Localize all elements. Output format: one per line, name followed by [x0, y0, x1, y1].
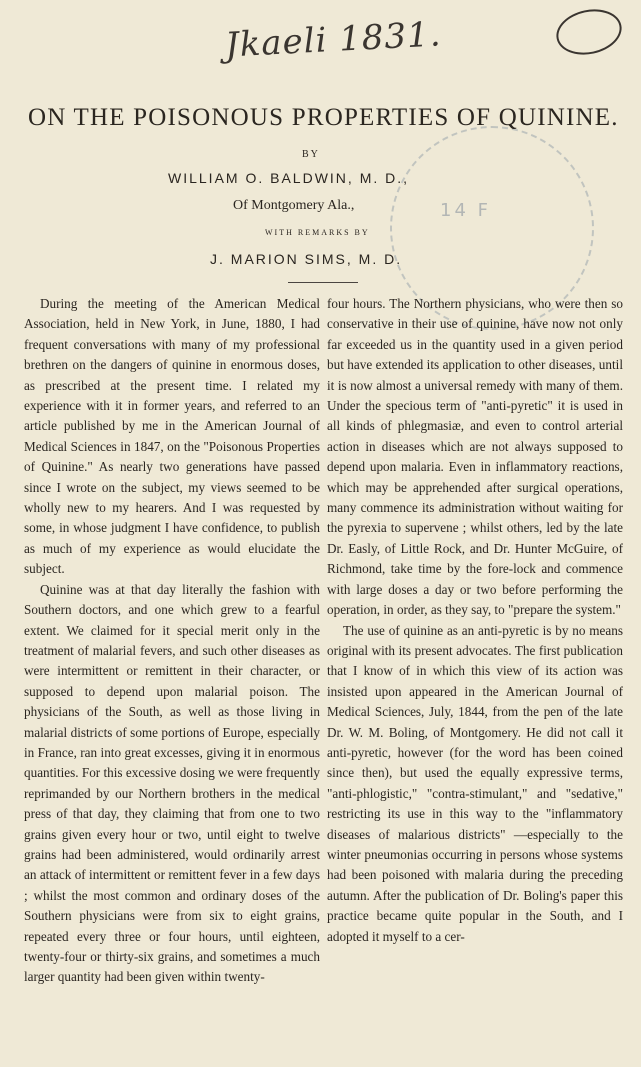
paragraph: During the meeting of the American Medical Association, held in New York, in June, 1880, I had frequent conversations with many of my professional brethren on the dangers of quinine in enormous doses, as prescribed at the present time. I related my experience with it in former years, and referred to an article published by me in the American Journal of Medical Sciences in 1847, on the "Poisonous Properties of Quinine." As nearly two generations have passed since I wrote on the subject, my views seemed to be wholly new to my hearers. And I was requested by some, in whose judgment I have confidence, to publish as much of my experience as would elucidate the subject.: [24, 296, 320, 577]
library-stamp-text: 14 F: [440, 200, 491, 221]
paragraph: The use of quinine as an anti-pyretic is by no means original with its present advocates. The first publication that I know of in which this view of its action was insisted upon appeared in the American Journal of Medical Sciences, July, 1844, from the pen of the late Dr. W. M. Boling, of Montgomery. He did not call it anti-pyretic, however (for the word has been coined since then), but used the equally expressive terms, "anti-phlogistic," "contra-stimulant," and "sedative," restricting its use in this way to the "inflammatory diseases of malarious districts" —especially to the winter pneumonias occurring in persons whose systems had been poisoned with malaria during the preceding autumn. After the publication of Dr. Boling's paper this practice became quite popular in the South, and I adopted it myself to a cer-: [327, 622, 623, 944]
header-divider: [288, 282, 358, 283]
author-affiliation: Of Montgomery Ala.,: [233, 198, 355, 213]
left-column: [24, 294, 320, 1064]
handwritten-annotation: Jkaeli 1831.: [224, 14, 443, 66]
right-column: [327, 294, 623, 1064]
paragraph: four hours. The Northern physicians, who were then so conservative in their use of quinine, have now not only far exceeded us in the quantity used in a given period but have extended its application to other diseases, until it is now almost a universal remedy with many of them. Under the specious term of "anti-pyretic" it is used in all kinds of phlegmasiæ, and even to control arterial action in diseases which are not always supposed to depend upon malaria. Even in inflammatory reactions, which may be apprehended after surgical operations, many commence its administration without waiting for the pyrexia to supervene ; whilst others, led by the late Dr. Easly, of Little Rock, and Dr. Hunter McGuire, of Richmond, take time by the fore-lock and commence with large doses a day or two before performing the operation, in order, as they say, to "prepare the system.": [327, 296, 623, 618]
second-author-name: J. MARION SIMS, M. D.: [210, 251, 403, 267]
author-name: WILLIAM O. BALDWIN, M. D.,: [168, 170, 410, 186]
byline-label: BY: [302, 149, 320, 160]
article-title: ON THE POISONOUS PROPERTIES OF QUININE.: [28, 104, 619, 131]
handwritten-circle-mark: [552, 4, 626, 61]
remarks-label: WITH REMARKS BY: [265, 228, 370, 237]
paragraph: Quinine was at that day literally the fashion with Southern doctors, and one which grew to a fearful extent. We claimed for it special merit only in the treatment of malarial fevers, and such other diseases as were intermittent or remittent in their character, or supposed to depend upon malarial poison. The physicians of the South, as well as those living in malarial districts of some portions of Europe, especially in France, ran into great excesses, giving it in enormous quantities. For this excessive dosing we were frequently reprimanded by our Northern brothers in the medical press of that day, they claiming that from one to two grains given every hour or two, until eight to twelve grains had been administered, would ordinarily arrest an attack of intermittent or remittent fever in a few days ; whilst the most common and ordinary doses of the Southern physicians were from six to eight grains, repeated every three or four hours, until eighteen, twenty-four or thirty-six grains, and sometimes a much larger quantity had been given within twenty-: [24, 581, 320, 985]
